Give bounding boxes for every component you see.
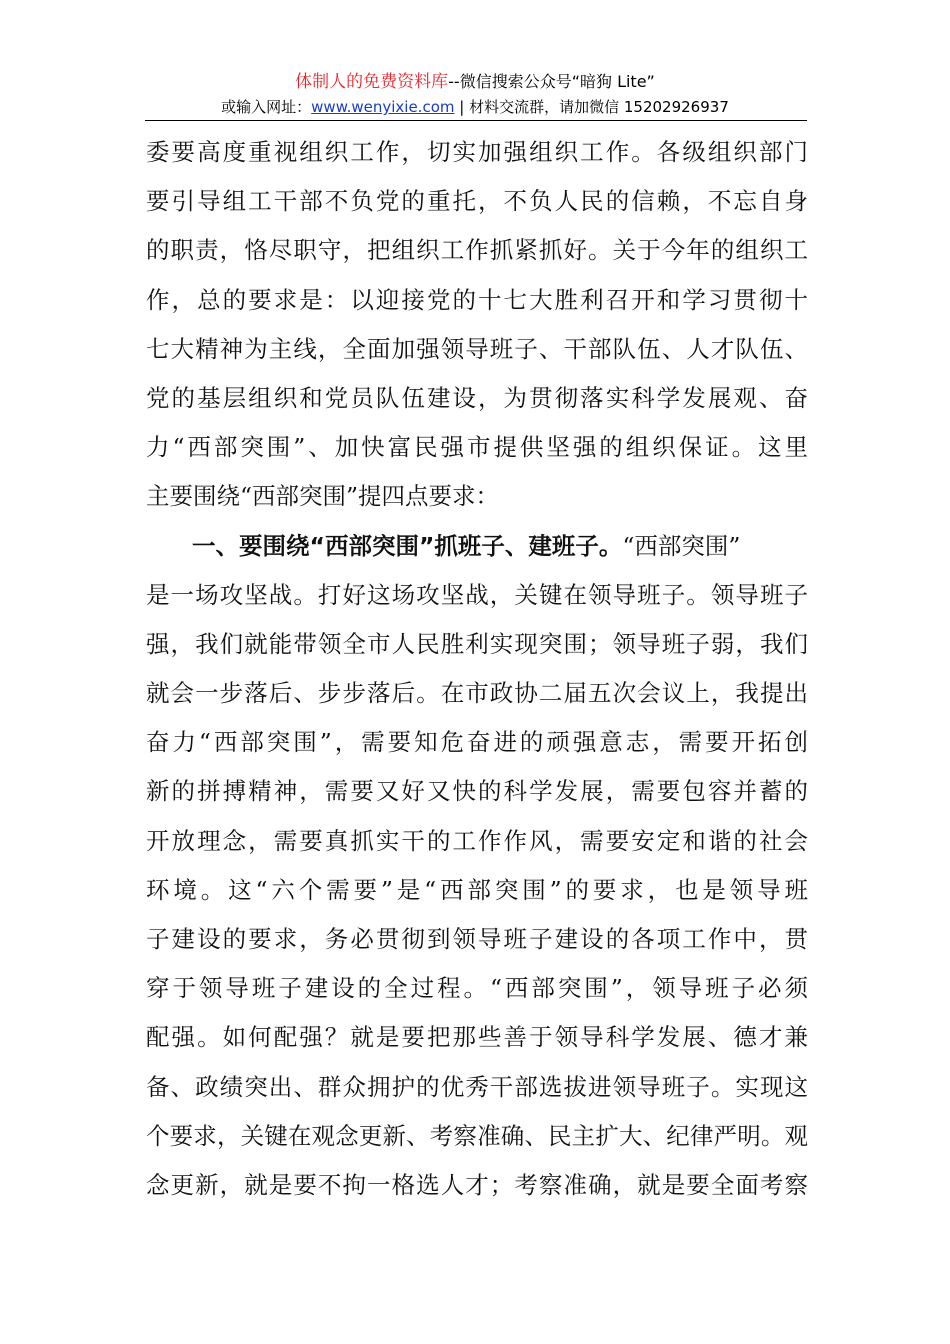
body-line: 备、政绩突出、群众拥护的优秀干部选拔进领导班子。实现这 bbox=[146, 1072, 808, 1101]
body-line: 党的基层组织和党员队伍建设，为贯彻落实科学发展观、奋 bbox=[146, 383, 808, 412]
header-url-link[interactable]: www.wenyixie.com bbox=[311, 98, 455, 116]
body-line: 就会一步落后、步步落后。在市政协二届五次会议上，我提出 bbox=[146, 679, 808, 708]
header-contact: 材料交流群，请加微信 15202926937 bbox=[469, 98, 729, 116]
body-line: 主要围绕“西部突围”提四点要求： bbox=[146, 482, 500, 511]
header-url-prefix: 或输入网址： bbox=[221, 98, 312, 116]
section-heading-line bbox=[146, 522, 808, 571]
section-heading-tail: “西部突围” bbox=[622, 531, 741, 560]
header-separator: | bbox=[459, 98, 465, 116]
header-brand: 体制人的免费资料库 bbox=[295, 72, 449, 92]
body-line: 七大精神为主线，全面加强领导班子、干部队伍、人才队伍、 bbox=[146, 334, 808, 363]
body-line: 穿于领导班子建设的全过程。“西部突围”，领导班子必须 bbox=[146, 974, 808, 1003]
body-line: 念更新，就是要不拘一格选人才；考察准确，就是要全面考察 bbox=[146, 1170, 808, 1199]
body-line: 奋力“西部突围”，需要知危奋进的顽强意志，需要开拓创 bbox=[146, 728, 808, 757]
body-line: 要引导组工干部不负党的重托，不负人民的信赖，不忘自身 bbox=[146, 187, 808, 216]
header-line-2 bbox=[0, 96, 950, 118]
body-line: 子建设的要求，务必贯彻到领导班子建设的各项工作中，贯 bbox=[146, 925, 808, 953]
section-heading: 一、要围绕“西部突围”抓班子、建班子。 bbox=[192, 531, 623, 560]
body-line: 的职责，恪尽职守，把组织工作抓紧抓好。关于今年的组织工 bbox=[146, 236, 808, 265]
page-header bbox=[0, 70, 950, 118]
body-line: 强，我们就能带领全市人民胜利实现突围；领导班子弱，我们 bbox=[146, 629, 808, 658]
body-line: 委要高度重视组织工作，切实加强组织工作。各级组织部门 bbox=[146, 138, 808, 166]
body-line: 开放理念，需要真抓实干的工作作风，需要安定和谐的社会 bbox=[146, 826, 808, 855]
body-line: 个要求，关键在观念更新、考察准确、民主扩大、纪律严明。观 bbox=[146, 1121, 808, 1150]
body-line: 力“西部突围”、加快富民强市提供坚强的组织保证。这里 bbox=[146, 433, 808, 462]
body-line: 配强。如何配强？就是要把那些善于领导科学发展、德才兼 bbox=[146, 1023, 808, 1052]
header-divider bbox=[145, 120, 807, 121]
document-body bbox=[146, 128, 808, 1210]
header-line-1 bbox=[0, 70, 950, 94]
body-line: 新的拼搏精神，需要又好又快的科学发展，需要包容并蓄的 bbox=[146, 777, 808, 806]
header-tagline: --微信搜索公众号“暗狗 Lite” bbox=[448, 72, 655, 91]
body-line: 环境。这“六个需要”是“西部突围”的要求，也是领导班 bbox=[146, 875, 808, 904]
body-line: 是一场攻坚战。打好这场攻坚战，关键在领导班子。领导班子 bbox=[146, 580, 808, 609]
body-line: 作，总的要求是：以迎接党的十七大胜利召开和学习贯彻十 bbox=[146, 285, 808, 314]
